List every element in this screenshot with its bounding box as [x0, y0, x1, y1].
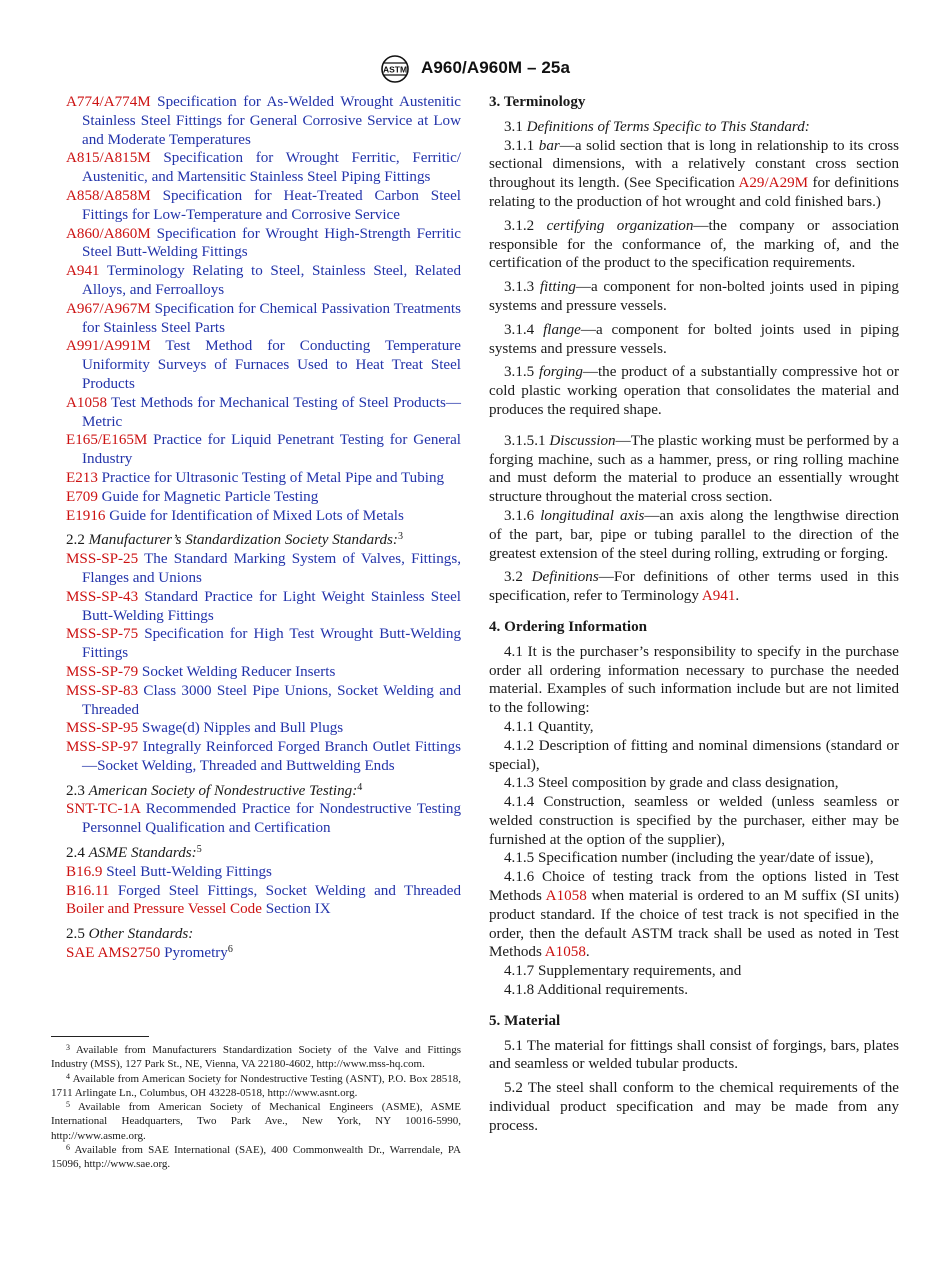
ref-b16-11[interactable]: B16.11 Forged Steel Fittings, Socket Welding and Threaded Boiler and Pressure Vessel Code Section IX: [66, 882, 461, 918]
ref-mss-sp-75[interactable]: MSS-SP-75 Specification for High Test Wrought Butt-Welding Fittings: [66, 626, 461, 662]
ref-a815[interactable]: A815/A815M Specification for Wrought Ferritic, Ferritic/ Austenitic, and Martensitic Stainless Steel Piping Fittings: [66, 150, 461, 186]
ref-a860[interactable]: A860/A860M Specification for Wrought High-Strength Ferritic Steel Butt-Welding Fittings: [66, 225, 461, 261]
footnote-rule: [51, 1036, 149, 1037]
para-4-1-4: 4.1.4 Construction, seamless or welded (unless seamless or welded construction is specified by the purchaser, either may be furnished at the option of the supplier),: [489, 794, 899, 848]
astm-logo-icon: [377, 54, 413, 84]
para-4-1-8: 4.1.8 Additional requirements.: [504, 982, 689, 999]
para-3-1-3: 3.1.3 fitting—a component for non-bolted joints used in piping systems and pressure vessels.: [489, 279, 899, 314]
para-4-1-3: 4.1.3 Steel composition by grade and class designation,: [504, 775, 839, 792]
para-3-1: 3.1 Definitions of Terms Specific to This Standard:: [504, 118, 810, 135]
footnotes: [51, 1036, 461, 1172]
ref-mss-sp-97[interactable]: MSS-SP-97 Integrally Reinforced Forged Branch Outlet Fittings—Socket Welding, Threaded and Buttwelding Ends: [66, 739, 461, 774]
ref-sae-ams2750[interactable]: SAE AMS2750 Pyrometry$^6$: [66, 944, 233, 962]
para-3-1-5-1: 3.1.5.1 Discussion—The plastic working must be performed by a forging machine, such as a hammer, press, or ring rolling machine and must deform the material to produce an essentially wrought structure throughout the material cross section.: [489, 432, 899, 506]
ref-mss-sp-43[interactable]: MSS-SP-43 Standard Practice for Light Weight Stainless Steel Butt-Welding Fittings: [66, 588, 461, 624]
para-4-1: 4.1 It is the purchaser’s responsibility to specify in the purchase order all ordering information necessary to purchase the needed material. Examples of such information include but are not limited to the following:: [489, 643, 899, 717]
para-3-1-2: 3.1.2 certifying organization—the company or association responsible for the conformance of, the marking of, and the certification of the product to the specification requirements.: [489, 217, 899, 272]
para-3-1-5: 3.1.5 forging—the product of a substantially compressive hot or cold plastic working operation that consolidates the material and produces the required shape.: [489, 364, 900, 418]
link-a29[interactable]: A29/A29M: [738, 175, 809, 192]
asme-heading: 2.4 ASME Standards:$^5$: [66, 844, 202, 862]
ref-b16-9[interactable]: B16.9 Steel Butt-Welding Fittings: [66, 863, 272, 880]
ref-a858[interactable]: A858/A858M Specification for Heat-Treated Carbon Steel Fittings for Low-Temperature and Corrosive Service: [66, 187, 461, 223]
link-a1058-1[interactable]: A1058: [545, 888, 587, 905]
para-3-1-6: 3.1.6 longitudinal axis—an axis along the lengthwise direction of the part, bar, pipe or tubing parallel to the direction of the greatest extension of the steel during rolling, extruding or forging.: [489, 507, 900, 562]
ref-a991[interactable]: A991/A991M Test Method for Conducting Temperature Uniformity Surveys of Furnaces Used to Heat Treat Steel Products: [66, 338, 461, 392]
para-4-1-2: 4.1.2 Description of fitting and nominal dimensions (standard or special),: [489, 737, 899, 773]
para-4-1-1: 4.1.1 Quantity,: [504, 718, 594, 735]
para-4-1-7: 4.1.7 Supplementary requirements, and: [504, 963, 742, 980]
ref-a774[interactable]: A774/A774M Specification for As-Welded Wrought Austenitic Stainless Steel Fittings for General Corrosive Service at Low and Moderate Temperatures: [66, 94, 461, 148]
ref-snt-tc-1a[interactable]: SNT-TC-1A Recommended Practice for Nondestructive Testing Personnel Qualification and Certification: [66, 801, 461, 837]
footnote-5: $^5$ Available from American Society of Mechanical Engineers (ASME), ASME International Headquarters, Two Park Ave., New York, NY 10016-5990, http://www.asme.org.: [51, 1100, 461, 1142]
left-column: [66, 93, 461, 963]
ref-mss-sp-25[interactable]: MSS-SP-25 The Standard Marking System of Valves, Fittings, Flanges and Unions: [66, 551, 461, 586]
other-heading: 2.5 Other Standards:: [66, 926, 194, 943]
ref-a1058[interactable]: A1058 Test Methods for Mechanical Testing of Steel Products—Metric: [66, 394, 461, 430]
ref-e1916[interactable]: E1916 Guide for Identification of Mixed Lots of Metals: [66, 507, 404, 524]
footnote-6: $^6$ Available from SAE International (SAE), 400 Commonwealth Dr., Warrendale, PA 15096, http://www.sae.org.: [51, 1143, 461, 1171]
ref-mss-sp-83[interactable]: MSS-SP-83 Class 3000 Steel Pipe Unions, Socket Welding and Threaded: [66, 682, 461, 718]
para-5-2: 5.2 The steel shall conform to the chemical requirements of the individual product specification and may be made from any process.: [489, 1080, 899, 1134]
para-4-1-5: 4.1.5 Specification number (including the year/date of issue),: [504, 850, 874, 867]
link-a941[interactable]: A941: [701, 588, 736, 605]
para-4-1-6: 4.1.6 Choice of testing track from the options listed in Test Methods A1058 when material is ordered to an M suffix (SI units) product standard. If the choice of test track is not specified in the order, then the default ASTM track shall be used as noted in Test Methods A1058.: [489, 869, 899, 961]
section-terminology-title: 3. Terminology: [489, 94, 586, 110]
para-3-1-1: 3.1.1 bar—a solid section that is long in relationship to its cross sectional dimensions, with a relatively constant cross section throughout its length. (See Specification A29/A29M for definitions relating to the production of hot wrought and cold finished bars.): [489, 137, 899, 210]
para-5-1: 5.1 The material for fittings shall consist of forgings, bars, plates and seamless or welded tubular products.: [489, 1037, 899, 1073]
para-3-1-4: 3.1.4 flange—a component for bolted joints used in piping systems and pressure vessels.: [489, 321, 899, 357]
section-ordering-title: 4. Ordering Information: [489, 618, 648, 635]
standard-designation: A960/A960M – 25a: [421, 58, 571, 77]
ref-a967[interactable]: A967/A967M Specification for Chemical Passivation Treatments for Stainless Steel Parts: [66, 300, 461, 336]
footnote-3: $^3$ Available from Manufacturers Standardization Society of the Valve and Fittings Industry (MSS), 127 Park St., NE, Vienna, VA 22180-4602, http://www.mss-hq.com.: [51, 1043, 461, 1071]
ref-e213[interactable]: E213 Practice for Ultrasonic Testing of Metal Pipe and Tubing: [66, 469, 445, 486]
asnt-heading: 2.3 American Society of Nondestructive Testing:$^4$: [66, 781, 363, 799]
section-material-title: 5. Material: [489, 1012, 561, 1029]
footnote-4: $^4$ Available from American Society for Nondestructive Testing (ASNT), P.O. Box 28518, 1711 Arlingate Ln., Columbus, OH 43228-0518, http://www.asnt.org.: [51, 1071, 461, 1099]
logo-text: ASTM: [382, 64, 408, 75]
ref-a941[interactable]: A941 Terminology Relating to Steel, Stainless Steel, Related Alloys, and Ferroalloys: [66, 263, 461, 298]
ref-mss-sp-79[interactable]: MSS-SP-79 Socket Welding Reducer Inserts: [66, 663, 336, 680]
ref-e165[interactable]: E165/E165M Practice for Liquid Penetrant Testing for General Industry: [66, 432, 461, 468]
right-column: [489, 93, 899, 1141]
ref-mss-sp-95[interactable]: MSS-SP-95 Swage(d) Nipples and Bull Plugs: [66, 720, 344, 737]
para-3-2: 3.2 Definitions—For definitions of other terms used in this specification, refer to Terminology A941.: [489, 569, 899, 605]
page-header: [0, 54, 950, 84]
link-a1058-2[interactable]: A1058: [544, 944, 586, 961]
mss-heading: 2.2 Manufacturer’s Standardization Society Standards:$^3$: [66, 531, 403, 549]
ref-e709[interactable]: E709 Guide for Magnetic Particle Testing: [66, 488, 319, 505]
